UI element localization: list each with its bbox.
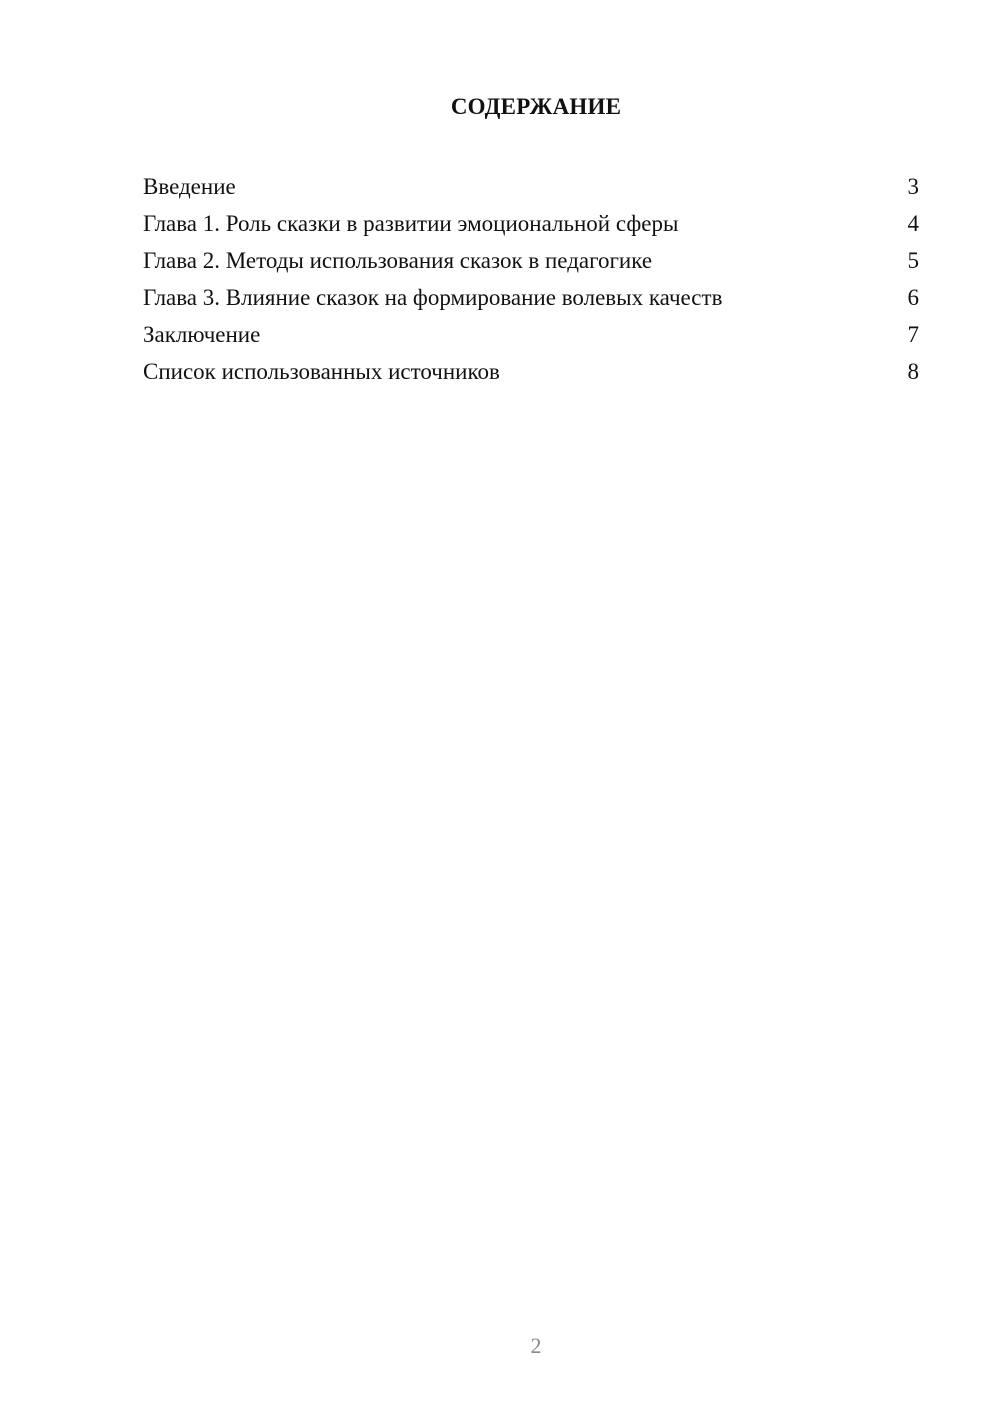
toc-title: СОДЕРЖАНИЕ — [450, 94, 622, 119]
toc-entry-references — [143, 353, 919, 390]
toc-entry-chapter-2 — [143, 242, 919, 279]
toc-entry-label: Глава 2. Методы использования сказок в педагогике — [143, 248, 653, 273]
toc-entry-chapter-3 — [143, 279, 919, 316]
table-of-contents — [143, 168, 919, 390]
toc-entry-page: 8 — [907, 359, 919, 384]
toc-entry-label: Список использованных источников — [143, 359, 500, 384]
toc-entry-introduction — [143, 168, 919, 205]
toc-entry-page: 5 — [907, 248, 919, 273]
toc-entry-conclusion — [143, 316, 919, 353]
toc-entry-page: 7 — [907, 322, 919, 347]
toc-entry-label: Введение — [143, 174, 236, 199]
toc-entry-chapter-1 — [143, 205, 919, 242]
toc-entry-page: 4 — [907, 211, 919, 236]
toc-entry-page: 3 — [907, 174, 919, 199]
page-number: 2 — [530, 1333, 542, 1358]
toc-entry-label: Глава 1. Роль сказки в развитии эмоциональной сферы — [143, 211, 679, 236]
toc-entry-label: Заключение — [143, 322, 261, 347]
toc-entry-page: 6 — [907, 285, 919, 310]
toc-entry-label: Глава 3. Влияние сказок на формирование волевых качеств — [143, 285, 723, 310]
